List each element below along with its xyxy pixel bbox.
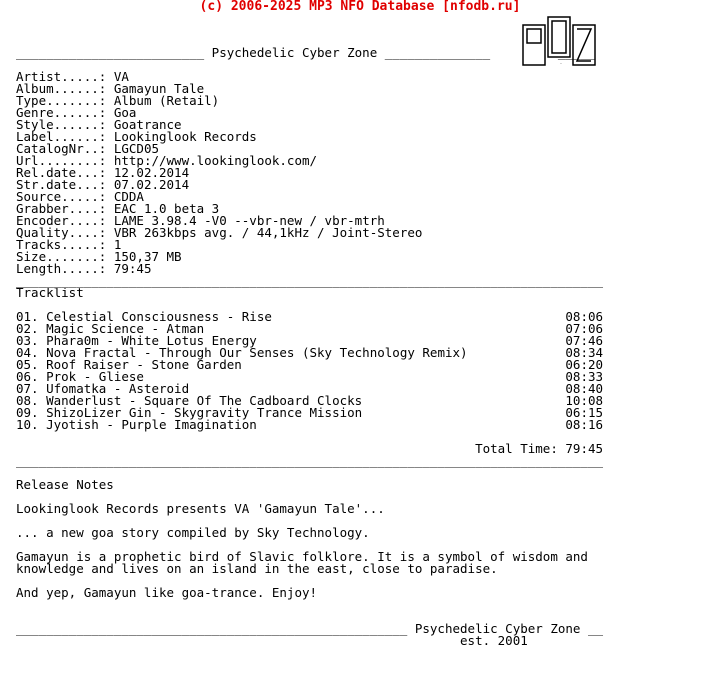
track-title: Ufomatka - Asteroid (46, 381, 190, 396)
info-value: Goa (113, 105, 137, 120)
track-time: 07:46 (565, 333, 604, 348)
track-time: 07:06 (565, 321, 604, 336)
track-title: Prok - Gliese (46, 369, 144, 384)
track-title: Nova Fractal - Through Our Senses (Sky Technology Remix) (46, 345, 468, 360)
track-number: 06. (16, 369, 39, 384)
track-number: 04. (16, 345, 39, 360)
site-header: (c) 2006-2025 MP3 NFO Database [nfodb.ru] (199, 0, 521, 14)
track-time: 10:08 (565, 393, 604, 408)
info-value: Lookinglook Records (113, 129, 257, 144)
info-value: VBR 263kbps avg. / 44,1kHz / Joint-Stereo (113, 225, 423, 240)
track-time: 06:15 (565, 405, 604, 420)
track-time: 08:06 (565, 309, 604, 324)
release-info: Artist.....: VA Album......: Gamayun Tale Type.......: Album (Retail) Genre......: Goa Style......: Goatrance Label......: Lookinglook Records CatalogNr..: LGCD05 Url........: http://www.lookinglook.com/ Rel.date...: 12.02.2014 Str.date...: 07.02.2014 Source.....: CDDA Grabber....: EAC 1.0 beta 3 Encoder....: LAME 3.98.4 -V0 --vbr-new / vbr-mtrh Quality....: VBR 263kbps avg. / 44,1kHz / Joint-Stereo Tracks.....: 1 Size.......: 150,37 MB Length.....: 79:45 ______________________________________________________________________________ (16, 69, 603, 288)
track-number: 03. (16, 333, 39, 348)
track-number: 05. (16, 357, 39, 372)
info-value: 07.02.2014 (113, 177, 190, 192)
info-key: Encoder....: (16, 213, 107, 228)
info-key: Source.....: (16, 189, 107, 204)
footer: ____________________________________________________ Psychedelic Cyber Zone __ est. 2001 (16, 621, 604, 648)
track-time: 08:40 (565, 381, 604, 396)
info-value: Goatrance (113, 117, 182, 132)
info-key: Label......: (16, 129, 107, 144)
info-key: Style......: (16, 117, 107, 132)
info-value: 12.02.2014 (113, 165, 190, 180)
banner-line: _________________________ Psychedelic Cyber Zone ______________ _____ (16, 45, 596, 60)
tracklist: Tracklist 01. Celestial Consciousness - Rise 08:06 02. Magic Science - Atman 07:06 03. Phara0m - White Lotus Energy 07:46 04. Nova Fractal - Through Our Senses (Sky Technology Remix) 08:34 05. Roof Raiser - Stone Garden 06:20 06. Prok - Gliese 08:33 07. Ufomatka - Asteroid 08:40 08. Wanderlust - Square Of The Cadboard Clocks 10:08 09. ShizoLizer Gin - Skygravity Trance Mission 06:15 10. Jyotish - Purple Imagination 08:16 Total Time: 79:45 ______________________________________________________________________________ (16, 285, 604, 468)
info-key: CatalogNr..: (16, 141, 107, 156)
info-value: 1 (113, 237, 122, 252)
info-value: LGCD05 (113, 141, 159, 156)
info-key: Type.......: (16, 93, 107, 108)
track-number: 08. (16, 393, 39, 408)
footer-title: Psychedelic Cyber Zone (414, 621, 581, 636)
info-value: LAME 3.98.4 -V0 --vbr-new / vbr-mtrh (113, 213, 385, 228)
info-key: Artist.....: (16, 69, 107, 84)
info-key: Length.....: (16, 261, 107, 276)
info-key: Str.date...: (16, 177, 107, 192)
notes-line: And yep, Gamayun like goa-trance. Enjoy! (16, 585, 318, 600)
track-number: 10. (16, 417, 39, 432)
logo-text: PCZ (560, 64, 562, 65)
banner-title: Psychedelic Cyber Zone (211, 45, 378, 60)
total-label: Total Time: (475, 441, 558, 456)
info-value: 79:45 (113, 261, 152, 276)
track-title: Roof Raiser - Stone Garden (46, 357, 242, 372)
track-time: 08:33 (565, 369, 604, 384)
track-number: 01. (16, 309, 39, 324)
track-number: 07. (16, 381, 39, 396)
track-title: ShizoLizer Gin - Skygravity Trance Mission (46, 405, 363, 420)
info-key: Album......: (16, 81, 107, 96)
total-time: 79:45 (565, 441, 604, 456)
notes-heading: Release Notes (16, 477, 114, 492)
track-title: Magic Science - Atman (46, 321, 205, 336)
track-time: 08:34 (565, 345, 604, 360)
info-value: EAC 1.0 beta 3 (113, 201, 220, 216)
info-value: 150,37 MB (113, 249, 182, 264)
info-value: Album (Retail) (113, 93, 220, 108)
track-time: 06:20 (565, 357, 604, 372)
track-title: Phara0m - White Lotus Energy (46, 333, 257, 348)
notes-line: Gamayun is a prophetic bird of Slavic folklore. It is a symbol of wisdom and (16, 549, 588, 564)
info-value: http://www.lookinglook.com/ (113, 153, 318, 168)
track-number: 02. (16, 321, 39, 336)
track-time: 08:16 (565, 417, 604, 432)
info-key: Quality....: (16, 225, 107, 240)
track-title: Jyotish - Purple Imagination (46, 417, 257, 432)
info-key: Grabber....: (16, 201, 107, 216)
track-title: Wanderlust - Square Of The Cadboard Clocks (46, 393, 363, 408)
info-key: Size.......: (16, 249, 107, 264)
info-key: Rel.date...: (16, 165, 107, 180)
info-value: Gamayun Tale (113, 81, 205, 96)
info-key: Tracks.....: (16, 237, 107, 252)
notes-line: Lookinglook Records presents VA 'Gamayun Tale'... (16, 501, 385, 516)
footer-est: est. 2001 (460, 633, 528, 648)
tracklist-heading: Tracklist (16, 285, 84, 300)
info-value: VA (113, 69, 129, 84)
track-number: 09. (16, 405, 39, 420)
notes-line: knowledge and lives on an island in the east, close to paradise. (16, 561, 498, 576)
info-key: Url........: (16, 153, 107, 168)
notes-line: ... a new goa story compiled by Sky Technology. (16, 525, 370, 540)
release-notes (16, 467, 588, 599)
info-key: Genre......: (16, 105, 107, 120)
info-value: CDDA (113, 189, 144, 204)
track-title: Celestial Consciousness - Rise (46, 309, 272, 324)
